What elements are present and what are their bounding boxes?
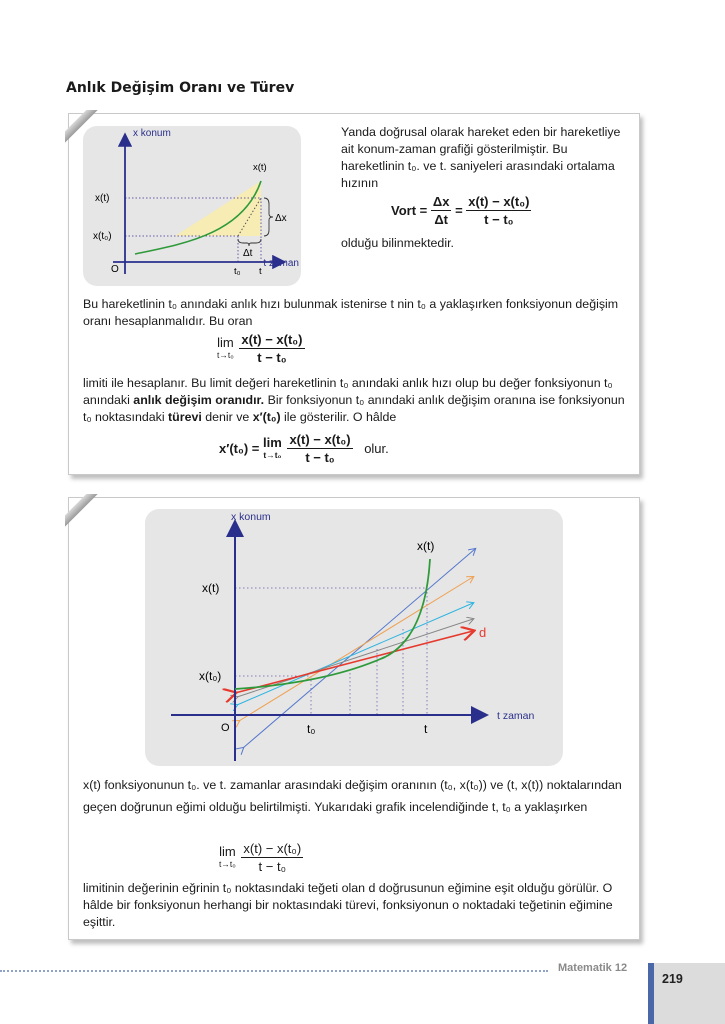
secant-blue: [243, 549, 475, 748]
tangent-label: d: [479, 625, 487, 640]
deriv-lim-sub: t→t₀: [263, 449, 282, 460]
y-tick-xt0: x(t₀): [199, 669, 222, 683]
p2-bold-term: anlık değişim oranıdır.: [133, 393, 265, 407]
equals-sign: =: [455, 203, 463, 218]
x-tick-t: t: [259, 266, 262, 277]
vort-num-2: x(t) − x(t₀): [468, 194, 530, 209]
x-axis-label: t zaman: [263, 258, 299, 269]
y-tick-xt: x(t): [95, 193, 110, 204]
vort-den-1: Δt: [434, 212, 448, 227]
info-card-1: [68, 113, 640, 475]
tangent-graph: [145, 509, 563, 766]
known-text: olduğu bilinmektedir.: [341, 236, 454, 250]
lim-frac: [239, 332, 304, 365]
page-number: 219: [662, 972, 683, 986]
secant-orange: [239, 577, 473, 721]
delta-t-brace: [238, 239, 261, 246]
x-tick-t: t: [424, 722, 428, 736]
p2-part-e: denir ve: [201, 410, 253, 424]
p2-part-g: ile gösterilir. O hâlde: [280, 410, 397, 424]
intro-paragraph: Yanda doğrusal olarak hareket eden bir hareketliye ait konum-zaman grafiği gösterilmiştir. Bu hareketlinin t₀. ve t. saniyeleri arasındaki ortalama hızının: [341, 125, 621, 190]
lim2-num: x(t) − x(t₀): [243, 841, 302, 856]
y-tick-xt: x(t): [202, 581, 220, 595]
lim-word: lim: [217, 334, 234, 350]
deriv-num: x(t) − x(t₀): [289, 432, 351, 447]
p2-part-c: Bir fonksiyonun t₀ anındaki anlık değişim oranına ise fonksiyonun t₀ noktasındaki: [83, 393, 625, 424]
vort-num-1: Δx: [432, 194, 450, 209]
x-tick-t0: t₀: [234, 266, 241, 277]
delta-x-brace: [264, 198, 273, 236]
body-paragraph-1: Bu hareketlinin t₀ anındaki anlık hızı bulunmak istenirse t nin t₀ a yaklaşırken fonksiyonun değişim oranı hesaplanmalıdır. Bu oran: [83, 297, 619, 328]
footer-page-box: [648, 963, 725, 1024]
tangent-line-d: [235, 631, 473, 693]
delta-x-label: Δx: [275, 213, 287, 224]
p2-part-a: limiti ile hesaplanır. Bu limit değeri hareketlinin t₀ anındaki anlık hızı olup bu değer fonksiyonun t₀ anındaki: [83, 376, 613, 407]
deriv-den: t − t₀: [305, 450, 335, 465]
vort-frac-1: [431, 194, 452, 227]
lim2-sub: t→t₀: [219, 858, 236, 869]
vort-frac-2: [466, 194, 531, 227]
p2-notation: x′(t₀): [252, 410, 281, 424]
section-title: Anlık Değişim Oranı ve Türev: [66, 80, 295, 96]
y-tick-xt0: x(t₀): [93, 231, 112, 242]
card2-paragraph-2: limitinin değerinin eğrinin t₀ noktasındaki teğeti olan d doğrusunun eğimine eşit olduğu görülür. O hâlde bir fonksiyonun herhangi bir noktasındaki türevi, fonksiyonun o noktadaki teğetinin eğimine eşittir.: [83, 881, 613, 929]
y-axis-label: x konum: [231, 511, 271, 523]
position-curve: [235, 559, 430, 689]
secant-cyan: [237, 603, 473, 705]
lim-sub: t→t₀: [217, 349, 234, 360]
lim-num: x(t) − x(t₀): [241, 332, 303, 347]
footer-book-title: Matematik 12: [558, 962, 628, 974]
graph-panel-2: [145, 509, 563, 766]
p2-derivative-term: türevi: [168, 410, 202, 424]
info-card-2: [68, 497, 640, 940]
delta-region: [175, 181, 261, 236]
origin-label: O: [111, 264, 119, 275]
lim2-frac: [241, 841, 303, 874]
graph-panel-1: [83, 126, 301, 286]
derivative-definition: [219, 432, 389, 465]
delta-t-label: Δt: [243, 248, 253, 259]
position-time-graph: [83, 126, 301, 286]
body-paragraph-2: [83, 375, 631, 426]
footer-divider: [0, 970, 548, 972]
limit-expression-1: [217, 332, 305, 365]
lim2-den: t − t₀: [258, 859, 286, 874]
x-axis-label: t zaman: [497, 710, 535, 722]
card2-paragraph-1: x(t) fonksiyonunun t₀. ve t. zamanlar arasındaki değişim oranının (t₀, x(t₀)) ve (t, x(t)) noktalarından geçen doğrunun eğimi olduğu belirtilmişti. Yukarıdaki grafik incelendiğinde t, t₀ a yaklaşırken: [83, 778, 622, 814]
x-tick-t0: t₀: [307, 722, 316, 736]
footer-accent-bar: [648, 963, 654, 1024]
lim-den: t − t₀: [257, 350, 287, 365]
origin-label: O: [221, 722, 230, 734]
curve-label: x(t): [253, 162, 267, 173]
average-velocity-formula: [391, 194, 531, 227]
lim-operator: [217, 334, 234, 361]
deriv-frac: [287, 432, 352, 465]
derivative-tail: olur.: [364, 441, 389, 456]
lim2-operator: [219, 843, 236, 870]
deriv-lim-operator: [263, 434, 282, 461]
limit-expression-2: [219, 841, 303, 874]
lim2-word: lim: [219, 843, 236, 859]
derivative-lhs: x′(t₀) =: [219, 441, 260, 456]
deriv-lim-word: lim: [263, 434, 282, 450]
vort-den-2: t − t₀: [484, 212, 514, 227]
vort-lhs: Vort =: [391, 203, 428, 218]
curve-label: x(t): [417, 539, 435, 553]
corner-ribbon-2: [65, 494, 105, 534]
y-axis-label: x konum: [133, 128, 171, 139]
